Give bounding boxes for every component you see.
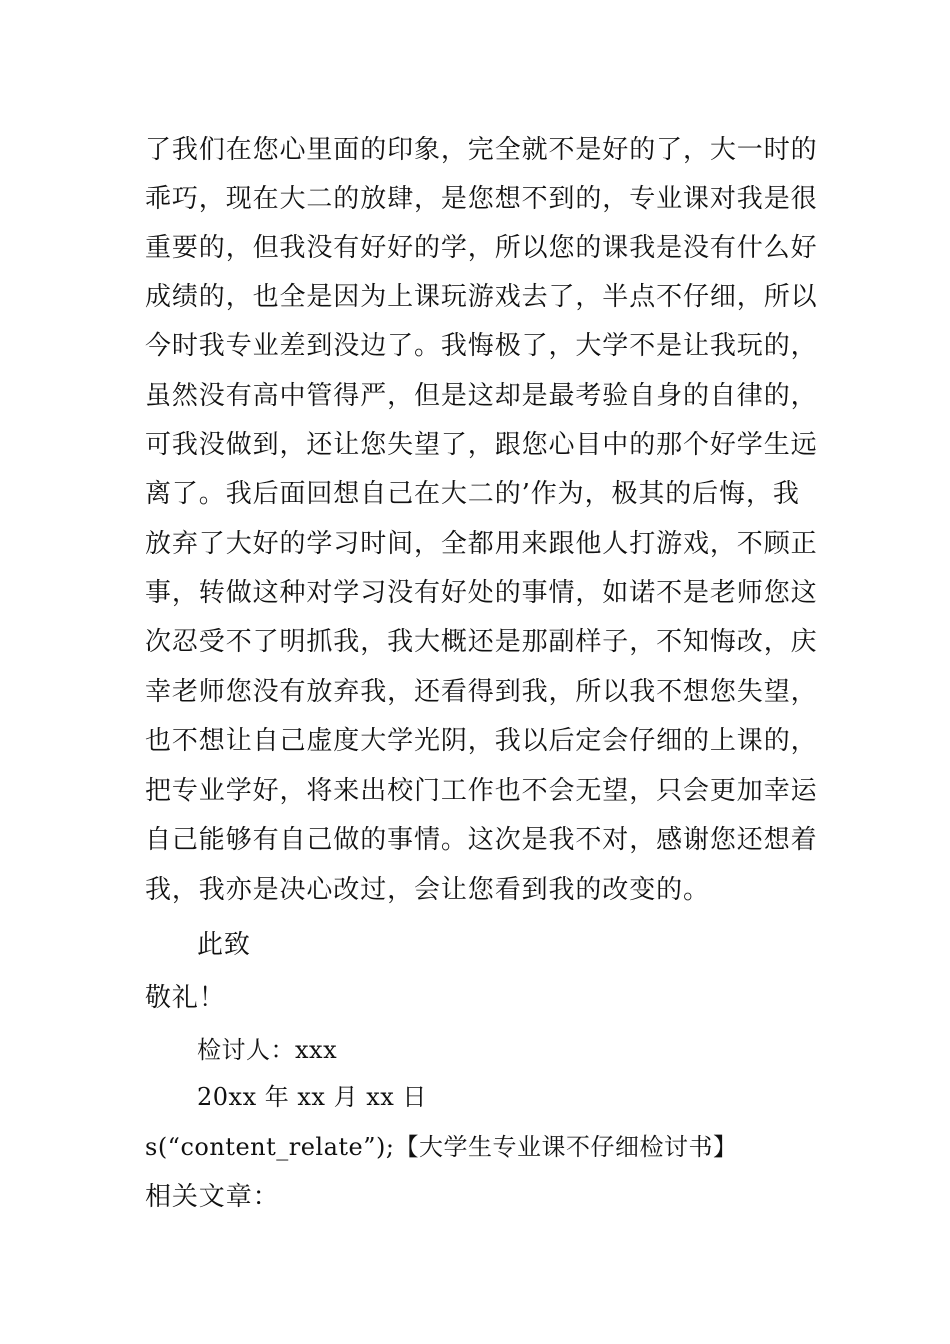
paragraph-line: 了我们在您心里面的印象，完全就不是好的了，大一时的 xyxy=(145,135,818,165)
paragraph-line: 我，我亦是决心改过，会让您看到我的改变的。 xyxy=(145,875,710,905)
paragraph-line: 次忍受不了明抓我，我大概还是那副样子，不知悔改，庆 xyxy=(145,627,818,657)
paragraph-line: 事，转做这种对学习没有好处的事情，如诺不是老师您这 xyxy=(145,578,818,608)
paragraph-line: 自己能够有自己做的事情。这次是我不对，感谢您还想着 xyxy=(145,825,818,855)
salute-text: 敬礼！ xyxy=(145,983,226,1013)
closing-text: 此致 xyxy=(197,930,251,960)
paragraph-line: 今时我专业差到没边了。我悔极了，大学不是让我玩的， xyxy=(145,331,818,361)
paragraph-line: 离了。我后面回想自己在大二的’作为，极其的后悔，我 xyxy=(145,479,800,509)
related-articles-heading: 相关文章： xyxy=(145,1182,280,1212)
signer-text: 检讨人：xxx xyxy=(197,1036,338,1064)
paragraph-line: 成绩的，也全是因为上课玩游戏去了，半点不仔细，所以 xyxy=(145,282,818,312)
paragraph-line: 也不想让自己虚度大学光阴，我以后定会仔细的上课的， xyxy=(145,726,818,756)
paragraph-line: 虽然没有高中管得严，但是这却是最考验自身的自律的， xyxy=(145,381,818,411)
paragraph-line: 放弃了大好的学习时间，全都用来跟他人打游戏，不顾正 xyxy=(145,529,818,559)
date-text: 20xx 年 xx 月 xx 日 xyxy=(197,1083,427,1111)
paragraph-line: 把专业学好，将来出校门工作也不会无望，只会更加幸运 xyxy=(145,776,818,806)
paragraph-line: 可我没做到，还让您失望了，跟您心目中的那个好学生远 xyxy=(145,430,818,460)
paragraph-line: 幸老师您没有放弃我，还看得到我，所以我不想您失望， xyxy=(145,677,818,707)
script-line: s(“content_relate”);【大学生专业课不仔细检讨书】 xyxy=(145,1133,738,1161)
paragraph-line: 重要的，但我没有好好的学，所以您的课我是没有什么好 xyxy=(145,233,818,263)
paragraph-line: 乖巧，现在大二的放肆，是您想不到的，专业课对我是很 xyxy=(145,184,818,214)
